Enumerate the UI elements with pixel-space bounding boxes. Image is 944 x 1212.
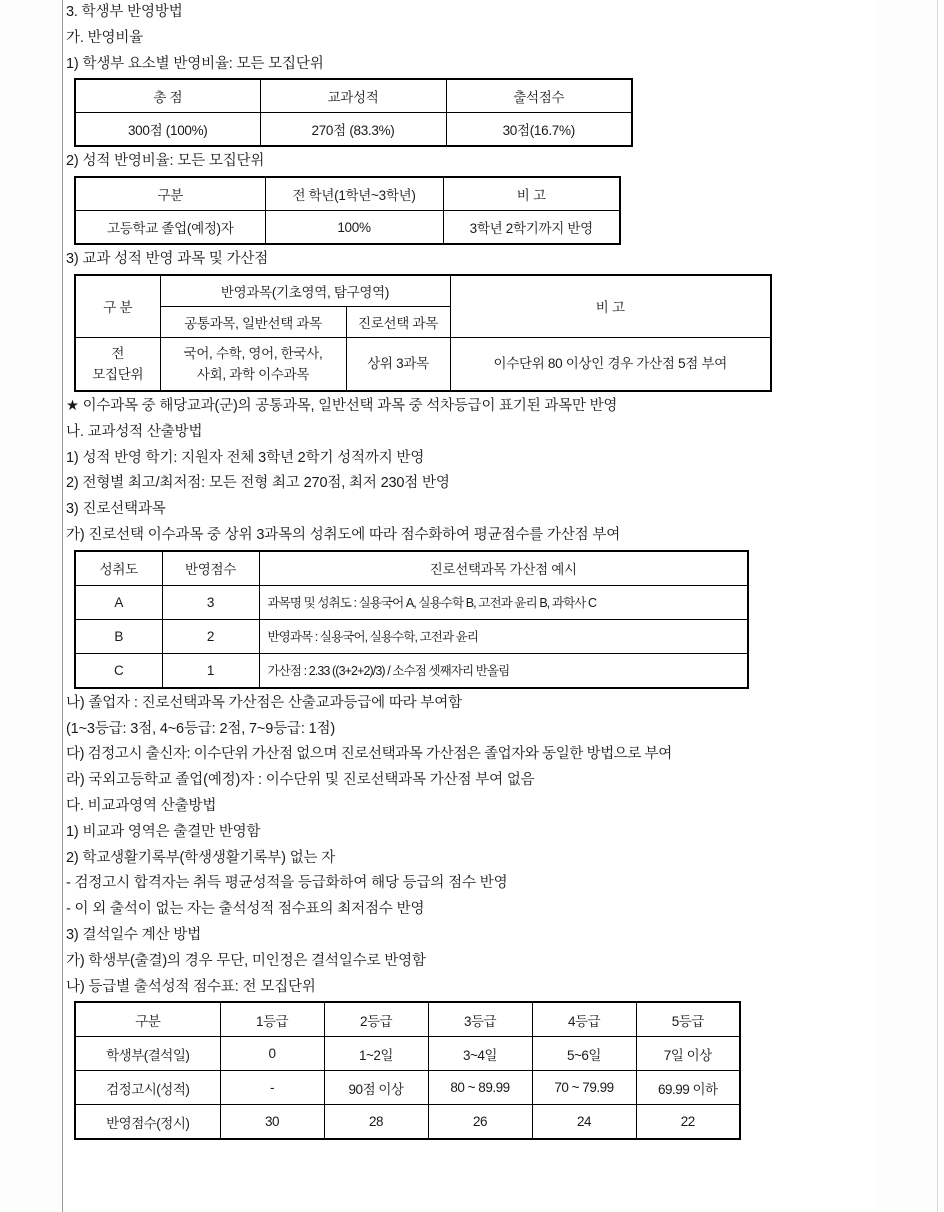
table-row bbox=[75, 551, 748, 586]
table-row bbox=[75, 275, 771, 307]
cell-example-line-2: 반영과목 : 실용국어, 실용수학, 고전과 윤리 bbox=[259, 619, 748, 653]
header-cell-score: 반영점수 bbox=[162, 551, 259, 586]
value-cell: 270점 (83.3%) bbox=[260, 113, 446, 147]
table-row bbox=[75, 79, 632, 113]
header-cell-example: 진로선택과목 가산점 예시 bbox=[259, 551, 748, 586]
table-row bbox=[75, 337, 771, 391]
item-c1: 1) 비교과 영역은 출결만 반영함 bbox=[66, 823, 261, 840]
common-line-2: 사회, 과학 이수과목 bbox=[196, 366, 310, 382]
cell-level: C bbox=[75, 653, 162, 688]
header-cell: 2등급 bbox=[324, 1002, 428, 1037]
value-cell: 30 bbox=[220, 1105, 324, 1140]
cell-score: 1 bbox=[162, 653, 259, 688]
item-b3-na: 나) 졸업자 : 진로선택과목 가산점은 산출교과등급에 따라 부여함 bbox=[66, 694, 462, 711]
value-cell: 69.99 이하 bbox=[636, 1071, 740, 1105]
heading-ratio: 가. 반영비율 bbox=[66, 29, 144, 46]
value-cell: 22 bbox=[636, 1105, 740, 1140]
item-b3: 3) 진로선택과목 bbox=[66, 501, 166, 518]
value-cell: 3학년 2학기까지 반영 bbox=[443, 211, 620, 245]
item-b3-na-sub: (1~3등급: 3점, 4~6등급: 2점, 7~9등급: 1점) bbox=[66, 720, 336, 737]
header-cell: 구분 bbox=[75, 177, 265, 211]
item-c3: 3) 결석일수 계산 방법 bbox=[66, 926, 202, 943]
table-element-ratio bbox=[74, 78, 633, 147]
note-star: ★ 이수과목 중 해당교과(군)의 공통과목, 일반선택 과목 중 석차등급이 표기된 과목만 반영 bbox=[66, 397, 618, 414]
table-row bbox=[75, 585, 748, 619]
heading-calc-method: 나. 교과성적 산출방법 bbox=[66, 423, 203, 440]
table-row bbox=[75, 653, 748, 688]
table-row bbox=[75, 211, 620, 245]
value-cell: 5~6일 bbox=[532, 1037, 636, 1071]
item-b3-ra: 라) 국외고등학교 졸업(예정)자 : 이수단위 및 진로선택과목 가산점 부여 없음 bbox=[66, 772, 535, 789]
row-label: 학생부(결석일) bbox=[75, 1037, 220, 1071]
caption-element-ratio: 1) 학생부 요소별 반영비율: 모든 모집단위 bbox=[66, 55, 324, 72]
value-cell: 30점(16.7%) bbox=[446, 113, 632, 147]
cell-level: B bbox=[75, 619, 162, 653]
value-cell: 3~4일 bbox=[428, 1037, 532, 1071]
division-line-2: 모집단위 bbox=[92, 366, 144, 382]
heading-noncurricular: 다. 비교과영역 산출방법 bbox=[66, 797, 217, 814]
value-cell: 28 bbox=[324, 1105, 428, 1140]
cell-career-subjects: 상위 3과목 bbox=[346, 337, 450, 391]
table-row bbox=[75, 177, 620, 211]
document-content-area bbox=[62, 0, 877, 1212]
table-row bbox=[75, 1037, 740, 1071]
value-cell: 300점 (100%) bbox=[75, 113, 260, 147]
header-cell: 전 학년(1학년~3학년) bbox=[265, 177, 443, 211]
cell-score: 2 bbox=[162, 619, 259, 653]
value-cell: 80 ~ 89.99 bbox=[428, 1071, 532, 1105]
header-cell: 총 점 bbox=[75, 79, 260, 113]
header-cell: 1등급 bbox=[220, 1002, 324, 1037]
value-cell: 24 bbox=[532, 1105, 636, 1140]
cell-example-line-3: 가산점 : 2.33 ((3+2+2)/3) / 소수점 셋째자리 반올림 bbox=[259, 653, 748, 688]
header-cell: 5등급 bbox=[636, 1002, 740, 1037]
header-cell: 3등급 bbox=[428, 1002, 532, 1037]
caption-grade-ratio: 2) 성적 반영비율: 모든 모집단위 bbox=[66, 153, 265, 170]
cell-division-all-units bbox=[75, 337, 160, 391]
header-cell: 교과성적 bbox=[260, 79, 446, 113]
value-cell: 고등학교 졸업(예정)자 bbox=[75, 211, 265, 245]
item-b1: 1) 성적 반영 학기: 지원자 전체 3학년 2학기 성적까지 반영 bbox=[66, 449, 425, 466]
header-cell: 4등급 bbox=[532, 1002, 636, 1037]
header-cell: 구분 bbox=[75, 1002, 220, 1037]
header-cell-division: 구 분 bbox=[75, 275, 160, 338]
value-cell: 90점 이상 bbox=[324, 1071, 428, 1105]
item-c2-dash-1: - 검정고시 합격자는 취득 평균성적을 등급화하여 해당 등급의 점수 반영 bbox=[66, 875, 508, 892]
header-cell: 출석점수 bbox=[446, 79, 632, 113]
value-cell: - bbox=[220, 1071, 324, 1105]
header-cell-subjects: 반영과목(기초영역, 탐구영역) bbox=[160, 275, 450, 307]
caption-subject-list: 3) 교과 성적 반영 과목 및 가산점 bbox=[66, 251, 269, 268]
subheader-career-subjects: 진로선택 과목 bbox=[346, 306, 450, 337]
item-b2: 2) 전형별 최고/최저점: 모든 전형 최고 270점, 최저 230점 반영 bbox=[66, 475, 450, 492]
value-cell: 0 bbox=[220, 1037, 324, 1071]
table-achievement-score bbox=[74, 550, 749, 689]
table-row bbox=[75, 1002, 740, 1037]
table-reflected-subjects bbox=[74, 274, 772, 392]
row-label: 반영점수(정시) bbox=[75, 1105, 220, 1140]
item-c3-ga: 가) 학생부(출결)의 경우 무단, 미인정은 결석일수로 반영함 bbox=[66, 952, 426, 969]
item-b3-da: 다) 검정고시 출신자: 이수단위 가산점 없으며 진로선택과목 가산점은 졸업자와 동일한 방법으로 부여 bbox=[66, 746, 672, 763]
table-row bbox=[75, 619, 748, 653]
division-line-1: 전 bbox=[111, 345, 125, 361]
table-row bbox=[75, 113, 632, 147]
subheader-common-subjects: 공통과목, 일반선택 과목 bbox=[160, 306, 346, 337]
cell-common-subjects bbox=[160, 337, 346, 391]
value-cell: 7일 이상 bbox=[636, 1037, 740, 1071]
header-cell-remarks: 비 고 bbox=[450, 275, 771, 338]
cell-level: A bbox=[75, 585, 162, 619]
table-grade-ratio bbox=[74, 176, 621, 245]
table-attendance-score bbox=[74, 1001, 741, 1140]
item-c2-dash-2: - 이 외 출석이 없는 자는 출석성적 점수표의 최저점수 반영 bbox=[66, 901, 425, 918]
cell-remarks: 이수단위 80 이상인 경우 가산점 5점 부여 bbox=[450, 337, 771, 391]
section-title: 3. 학생부 반영방법 bbox=[66, 4, 183, 20]
table-row bbox=[75, 1105, 740, 1140]
row-label: 검정고시(성적) bbox=[75, 1071, 220, 1105]
item-c2: 2) 학교생활기록부(학생생활기록부) 없는 자 bbox=[66, 849, 336, 866]
item-b3-ga: 가) 진로선택 이수과목 중 상위 3과목의 성취도에 따라 점수화하여 평균점수를 가산점 부여 bbox=[66, 526, 621, 543]
value-cell: 26 bbox=[428, 1105, 532, 1140]
header-cell-achievement: 성취도 bbox=[75, 551, 162, 586]
value-cell: 70 ~ 79.99 bbox=[532, 1071, 636, 1105]
cell-example-line-1: 과목명 및 성취도 : 실용국어 A, 실용수학 B, 고전과 윤리 B, 과학사 C bbox=[259, 585, 748, 619]
common-line-1: 국어, 수학, 영어, 한국사, bbox=[183, 345, 323, 361]
value-cell: 100% bbox=[265, 211, 443, 245]
cell-score: 3 bbox=[162, 585, 259, 619]
header-cell: 비 고 bbox=[443, 177, 620, 211]
item-c3-na: 나) 등급별 출석성적 점수표: 전 모집단위 bbox=[66, 978, 316, 995]
value-cell: 1~2일 bbox=[324, 1037, 428, 1071]
table-row bbox=[75, 1071, 740, 1105]
